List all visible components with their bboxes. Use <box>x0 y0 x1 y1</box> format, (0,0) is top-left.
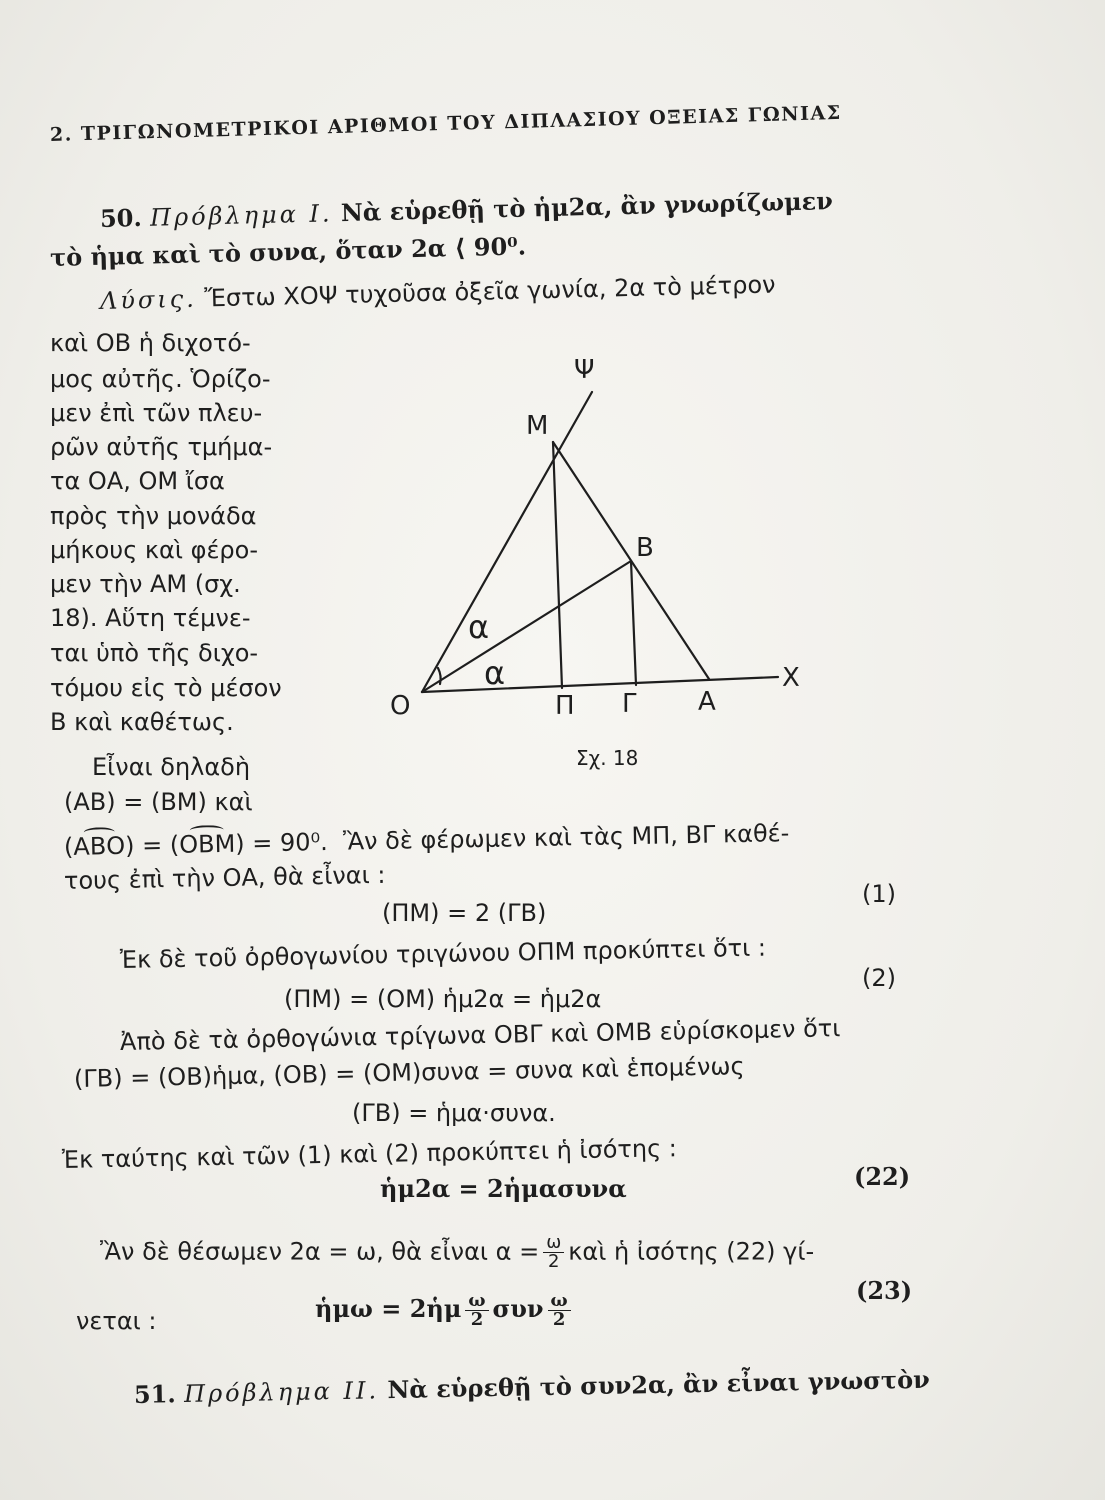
problem-50-statement-1: Νὰ εὑρεθῇ τὸ ἡμ2α, ἂν γνωρίζωμεν <box>340 186 834 228</box>
apo-line: Ἀπὸ δὲ τὰ ὀρθογώνια τρίγωνα ΟΒΓ καὶ ΟΜΒ εὑρίσκομεν ὅτι <box>119 1014 841 1056</box>
wrap-line: ται ὑπὸ τῆς διχο- <box>50 639 259 667</box>
einai-dilladi: Εἶναι δηλαδὴ <box>92 753 251 781</box>
fraction-omega-over-2 <box>465 1292 488 1329</box>
gb-line: (ΓΒ) = (ΟΒ)ἡμα, (ΟΒ) = (ΟΜ)συνα = συνα καὶ ἑπομένως <box>73 1052 745 1093</box>
problem-51-line <box>134 1365 930 1410</box>
problem-50-line1 <box>100 186 834 234</box>
ek-tautis-line: Ἐκ ταύτης καὶ τῶν (1) καὶ (2) προκύπτει ἡ ἰσότης : <box>61 1134 678 1174</box>
ab-bm-equality: (ΑΒ) = (ΒΜ) καὶ <box>64 788 253 816</box>
wrap-line: Β καὶ καθέτως. <box>50 708 234 736</box>
an-de-line <box>100 1234 814 1271</box>
wrap-line: μήκους καὶ φέρο- <box>50 536 259 564</box>
fraction-omega-over-2 <box>543 1234 564 1271</box>
tous-line: τους ἐπὶ τὴν ΟΑ, θὰ εἶναι : <box>63 860 386 895</box>
wrap-line: τα ΟΑ, ΟΜ ἴσα <box>50 467 225 495</box>
wrap-line: 18). Αὕτη τέμνε- <box>50 604 251 632</box>
figure-18 <box>380 350 820 780</box>
label-m: Μ <box>526 411 549 441</box>
an-de-text-2: καὶ ἡ ἰσότης (22) γί- <box>568 1237 815 1266</box>
angles-line <box>64 818 790 862</box>
ray-oy <box>422 392 592 692</box>
label-p: Π <box>555 691 575 721</box>
fraction-omega-over-2 <box>548 1292 571 1329</box>
label-g: Γ <box>622 689 637 719</box>
label-o: Ο <box>390 691 411 721</box>
equation-2-number: (2) <box>862 964 896 992</box>
equation-22-number: (22) <box>854 1162 911 1191</box>
section-heading: 2. ΤΡΙΓΩΝΟΜΕΤΡΙΚΟΙ ΑΡΙΘΜΟΙ ΤΟΥ ΔΙΠΛΑΣΙΟΥ ΟΞΕΙΑΣ ΓΩΝΙΑΣ <box>49 101 842 146</box>
fraction-denominator: 2 <box>552 1309 566 1330</box>
paren: ( <box>63 832 74 861</box>
angles-rest: Ἂν δὲ φέρωμεν καὶ τὰς ΜΠ, ΒΓ καθέ- <box>342 819 790 856</box>
solution-label: Λύσις. <box>99 284 198 315</box>
wrap-line: μος αὐτῆς. Ὁρίζο- <box>50 365 271 393</box>
equation-1: (ΠΜ) = 2 (ΓΒ) <box>382 899 547 927</box>
problem-51-number: 51. <box>133 1379 177 1409</box>
problem-50-label: Πρόβλημα Ι. <box>149 199 333 232</box>
label-alpha-upper: α <box>468 608 490 646</box>
problem-51-statement: Νὰ εὑρεθῇ τὸ συν2α, ἂν εἶναι γνωστὸν <box>387 1364 930 1405</box>
an-de-text-1: Ἂν δὲ θέσωμεν 2α = ω, θὰ εἶναι α = <box>100 1237 540 1266</box>
equation-23-number: (23) <box>856 1276 913 1305</box>
equation-2: (ΠΜ) = (ΟΜ) ἡμ2α = ἡμ2α <box>284 985 602 1013</box>
paren: ) = ( <box>124 830 180 860</box>
fraction-numerator: ω <box>548 1292 571 1311</box>
equation-23-part-b: συν <box>492 1294 544 1323</box>
figure-caption: Σχ. 18 <box>576 746 639 770</box>
equation-23 <box>315 1292 575 1329</box>
wrap-line: τόμου εἰς τὸ μέσον <box>50 674 282 702</box>
perpendicular-bg <box>631 561 636 685</box>
label-a: Α <box>698 687 716 717</box>
solution-line1 <box>100 269 776 315</box>
angles-value: ) = 90⁰. <box>235 827 329 858</box>
netai-line: νεται : <box>76 1307 157 1335</box>
label-x: Χ <box>782 663 800 693</box>
equation-22: ἡμ2α = 2ἡμασυνα <box>380 1174 627 1203</box>
fraction-denominator: 2 <box>470 1309 484 1330</box>
equation-3: (ΓΒ) = ἡμα·συνα. <box>352 1099 556 1127</box>
problem-50-number: 50. <box>99 202 143 233</box>
solution-text-1: Ἔστω ΧΟΨ τυχοῦσα ὀξεῖα γωνία, 2α τὸ μέτρον <box>204 270 776 313</box>
angle-abo: ΑΒΟ <box>73 831 126 861</box>
perpendicular-mp <box>553 442 562 688</box>
fraction-numerator: ω <box>543 1234 564 1253</box>
problem-50-statement-2: τὸ ἡμα καὶ τὸ συνα, ὅταν 2α ⟨ 90⁰. <box>49 231 527 272</box>
bisector-ob <box>422 561 631 692</box>
label-psi: Ψ <box>574 355 595 385</box>
problem-51-label: Πρόβλημα ΙΙ. <box>183 1376 380 1409</box>
ek-de-line: Ἐκ δὲ τοῦ ὀρθογωνίου τριγώνου ΟΠΜ προκύπτει ὅτι : <box>119 933 767 974</box>
label-b: Β <box>636 533 654 563</box>
wrap-line: μεν τὴν ΑΜ (σχ. <box>50 570 241 598</box>
ray-ox <box>422 677 778 692</box>
wrap-line: ρῶν αὐτῆς τμήμα- <box>50 433 273 461</box>
wrap-line: καὶ ΟΒ ἡ διχοτό- <box>50 329 251 357</box>
label-alpha-lower: α <box>484 654 506 692</box>
equation-23-part-a: ἡμω = 2ἡμ <box>315 1294 462 1323</box>
equation-1-number: (1) <box>862 880 896 908</box>
angle-obm: ΟΒΜ <box>178 829 236 859</box>
wrap-line: μεν ἐπὶ τῶν πλευ- <box>50 399 263 427</box>
fraction-denominator: 2 <box>548 1251 560 1272</box>
wrap-line: πρὸς τὴν μονάδα <box>50 502 257 530</box>
fraction-numerator: ω <box>465 1292 488 1311</box>
